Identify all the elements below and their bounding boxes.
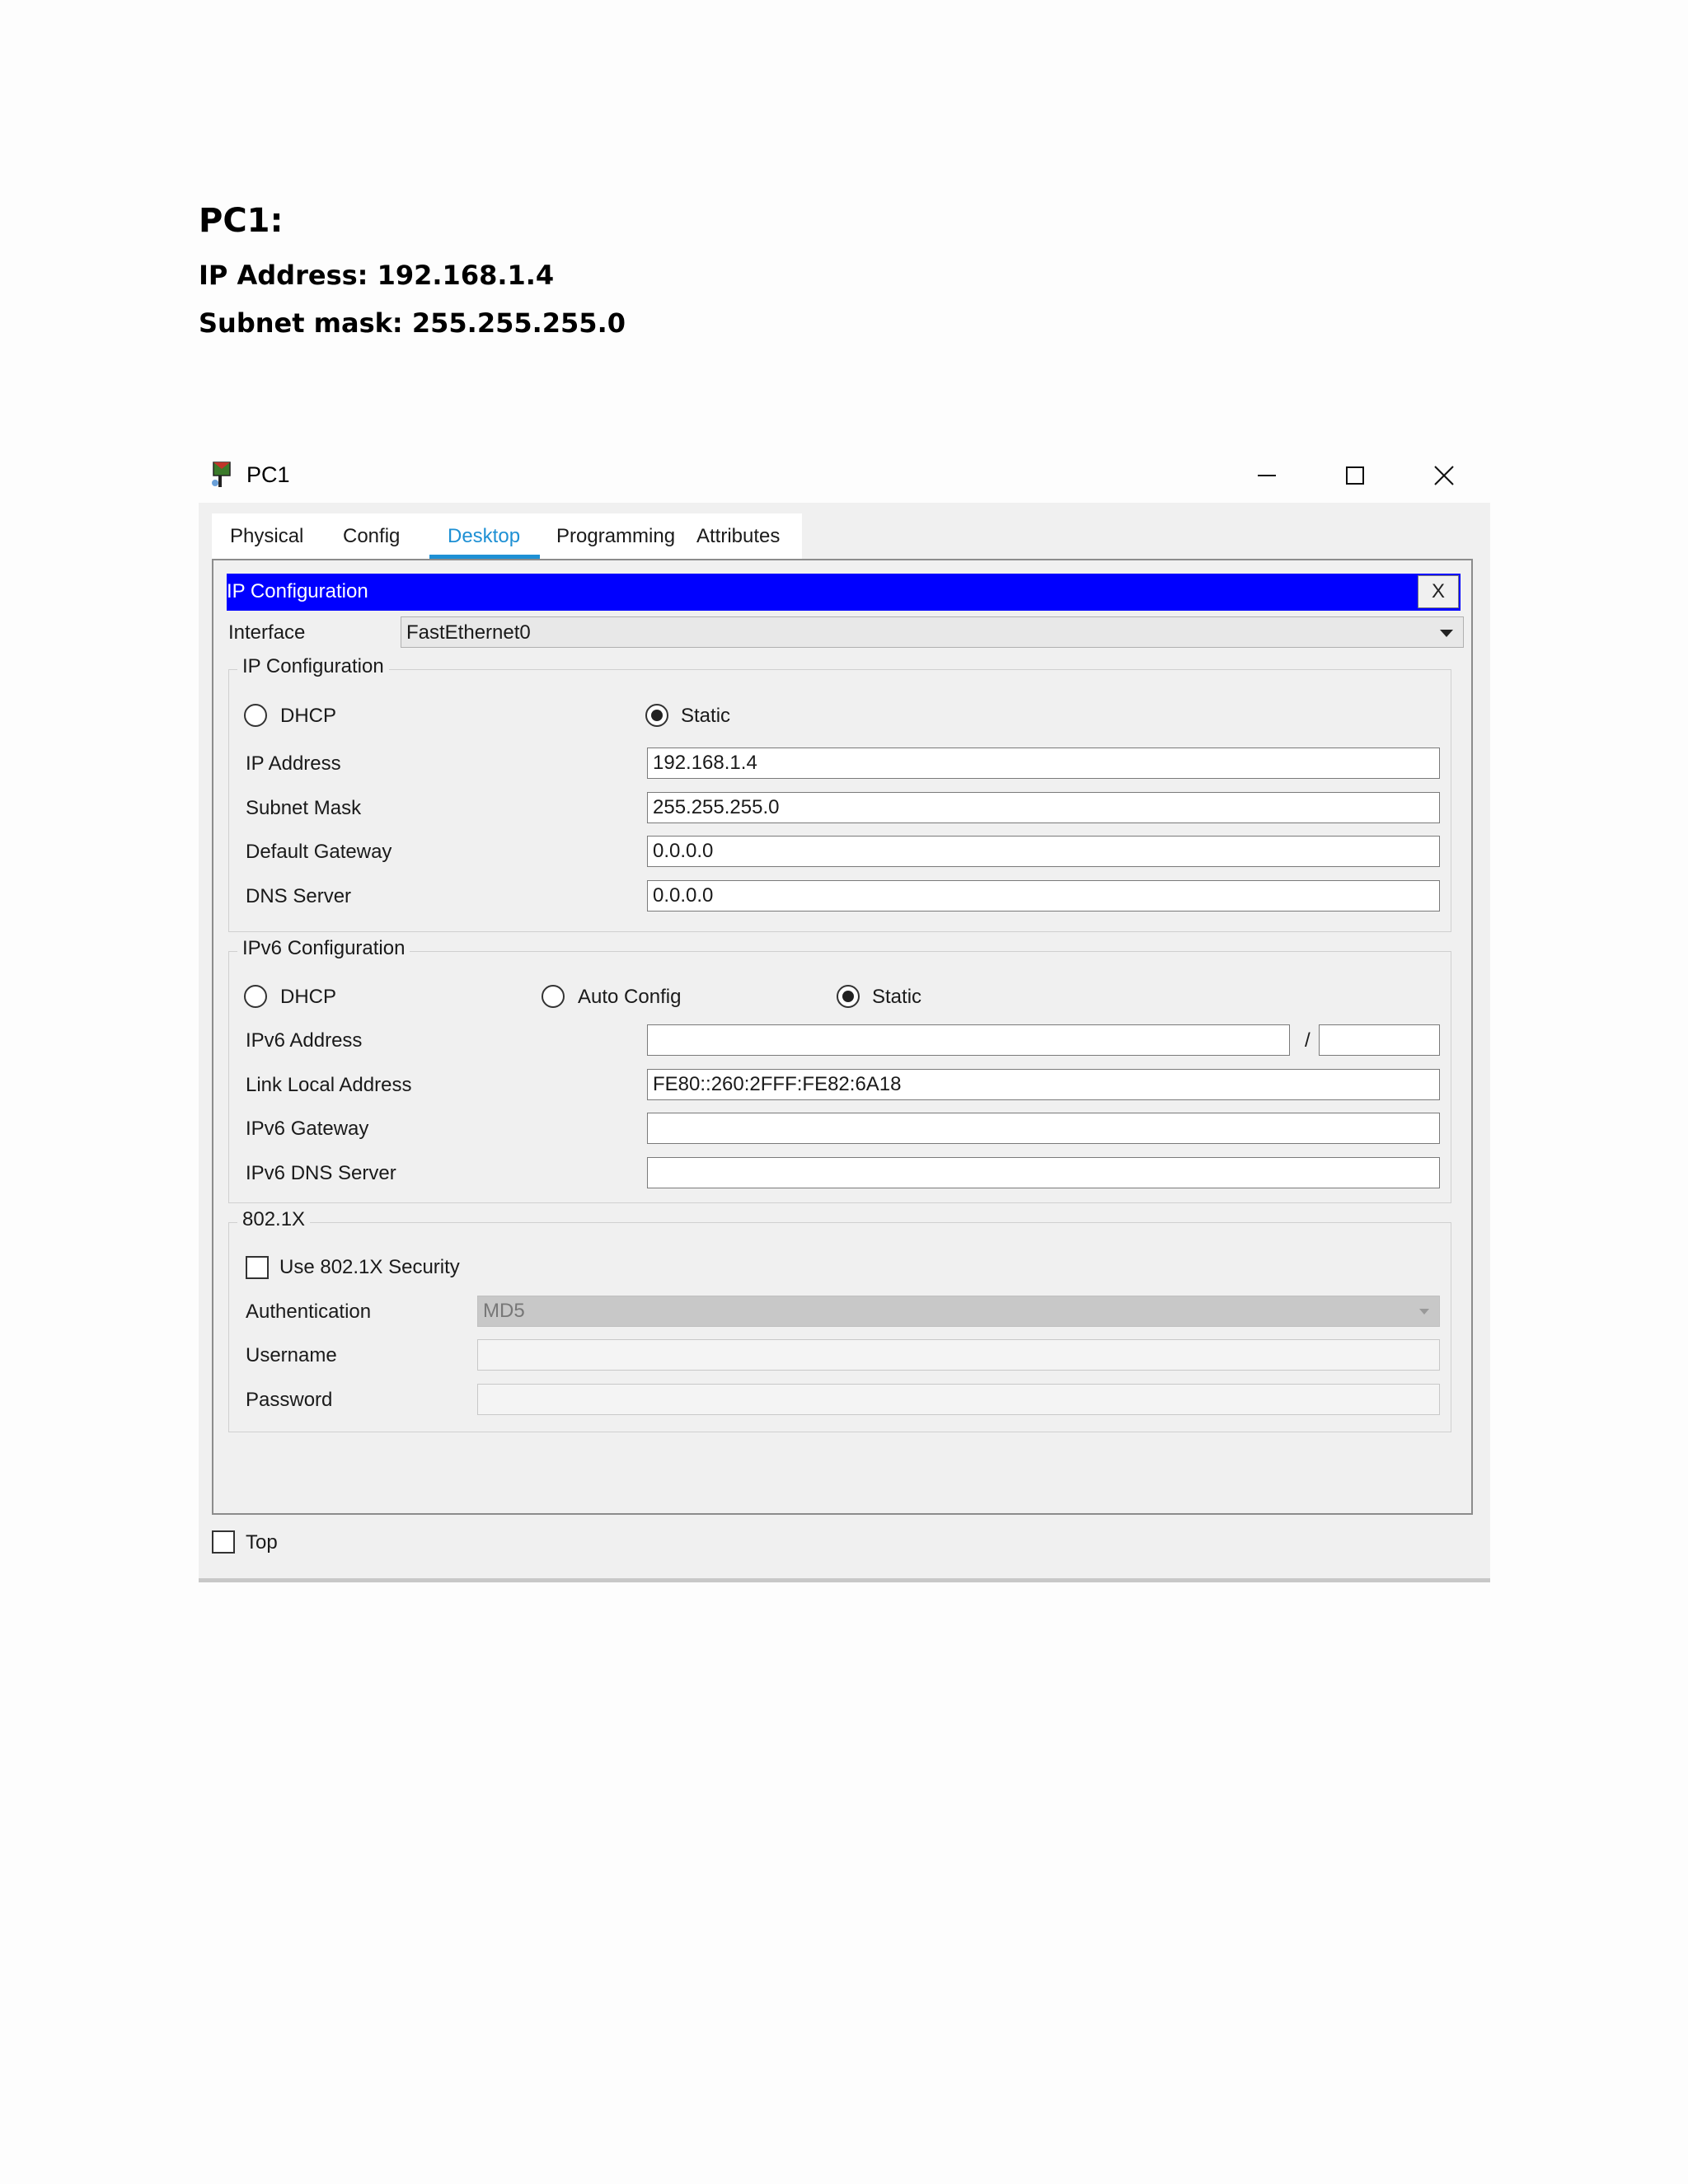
ipv4-dhcp-label: DHCP: [280, 705, 337, 727]
authentication-value: MD5: [483, 1300, 525, 1322]
tab-attributes[interactable]: Attributes: [696, 525, 781, 547]
dns-server-label: DNS Server: [246, 885, 352, 907]
subnet-mask-input[interactable]: 255.255.255.0: [647, 792, 1440, 823]
authentication-label: Authentication: [246, 1301, 372, 1323]
ip-address-input[interactable]: 192.168.1.4: [647, 748, 1440, 779]
ipv4-group: [228, 655, 1451, 932]
desktop-panel: [212, 559, 1473, 1515]
minimize-button[interactable]: [1242, 457, 1292, 494]
tab-programming[interactable]: Programming: [556, 525, 676, 547]
close-icon: [1433, 465, 1455, 486]
ipv6-dhcp-radio[interactable]: [244, 985, 267, 1008]
ipv6-gateway-input[interactable]: [647, 1113, 1440, 1144]
window-bottom-edge: [199, 1578, 1490, 1582]
doc-subnet-mask: Subnet mask: 255.255.255.0: [199, 307, 626, 339]
interface-value: FastEthernet0: [406, 621, 531, 644]
maximize-icon: [1345, 466, 1365, 485]
tab-physical[interactable]: Physical: [230, 525, 304, 547]
use-8021x-label: Use 802.1X Security: [279, 1256, 460, 1278]
link-local-input[interactable]: FE80::260:2FFF:FE82:6A18: [647, 1069, 1440, 1100]
ipv6-group-title: IPv6 Configuration: [237, 937, 410, 960]
ip-address-label: IP Address: [246, 752, 341, 775]
ipv4-dhcp-radio[interactable]: [244, 704, 267, 727]
ip-config-title: IP Configuration: [227, 580, 368, 602]
ipv6-auto-config-radio[interactable]: [542, 985, 565, 1008]
tab-config[interactable]: Config: [343, 525, 401, 547]
default-gateway-label: Default Gateway: [246, 841, 392, 863]
username-input[interactable]: [477, 1339, 1440, 1371]
ipv6-static-label: Static: [872, 986, 922, 1008]
close-window-button[interactable]: [1419, 457, 1469, 494]
chevron-down-icon: [1419, 1309, 1429, 1315]
minimize-icon: [1257, 466, 1277, 485]
subnet-mask-label: Subnet Mask: [246, 797, 362, 819]
ipv6-gateway-label: IPv6 Gateway: [246, 1118, 369, 1140]
window-body: [199, 503, 1490, 1578]
tab-strip: [212, 513, 802, 560]
doc-ip-address: IP Address: 192.168.1.4: [199, 260, 555, 291]
ipv6-dns-input[interactable]: [647, 1157, 1440, 1188]
maximize-button[interactable]: [1330, 457, 1380, 494]
ipv6-auto-config-label: Auto Config: [578, 986, 682, 1008]
password-input[interactable]: [477, 1384, 1440, 1415]
chevron-down-icon: [1440, 630, 1453, 637]
password-label: Password: [246, 1389, 333, 1411]
top-checkbox[interactable]: [212, 1530, 235, 1554]
ip-config-close-button[interactable]: X: [1418, 575, 1459, 608]
ipv6-dns-label: IPv6 DNS Server: [246, 1162, 396, 1184]
interface-select[interactable]: [401, 616, 1464, 648]
ipv6-address-input[interactable]: [647, 1024, 1290, 1056]
dot1x-group-title: 802.1X: [237, 1208, 310, 1231]
ipv6-static-radio[interactable]: [837, 985, 860, 1008]
ipv6-prefix-input[interactable]: [1319, 1024, 1440, 1056]
ipv6-dhcp-label: DHCP: [280, 986, 337, 1008]
ip-config-header: [227, 574, 1461, 611]
dot1x-group: [228, 1208, 1451, 1432]
use-8021x-checkbox[interactable]: [246, 1256, 269, 1279]
prefix-separator: /: [1305, 1029, 1311, 1052]
top-checkbox-label: Top: [246, 1531, 278, 1554]
username-label: Username: [246, 1344, 337, 1366]
title-bar: [199, 449, 1490, 503]
ipv4-static-label: Static: [681, 705, 731, 727]
default-gateway-input[interactable]: 0.0.0.0: [647, 836, 1440, 867]
authentication-select[interactable]: [477, 1296, 1440, 1327]
doc-title: PC1:: [199, 202, 284, 240]
pc1-window: [199, 449, 1490, 1582]
link-local-label: Link Local Address: [246, 1074, 412, 1096]
tab-desktop[interactable]: Desktop: [448, 525, 521, 547]
ipv4-group-title: IP Configuration: [237, 655, 389, 678]
window-title: PC1: [246, 462, 290, 487]
dns-server-input[interactable]: 0.0.0.0: [647, 880, 1440, 912]
pc-app-icon: [209, 460, 238, 490]
ipv4-static-radio[interactable]: [645, 704, 668, 727]
ipv6-address-label: IPv6 Address: [246, 1029, 363, 1052]
interface-label: Interface: [228, 621, 306, 644]
ipv6-group: [228, 937, 1451, 1203]
